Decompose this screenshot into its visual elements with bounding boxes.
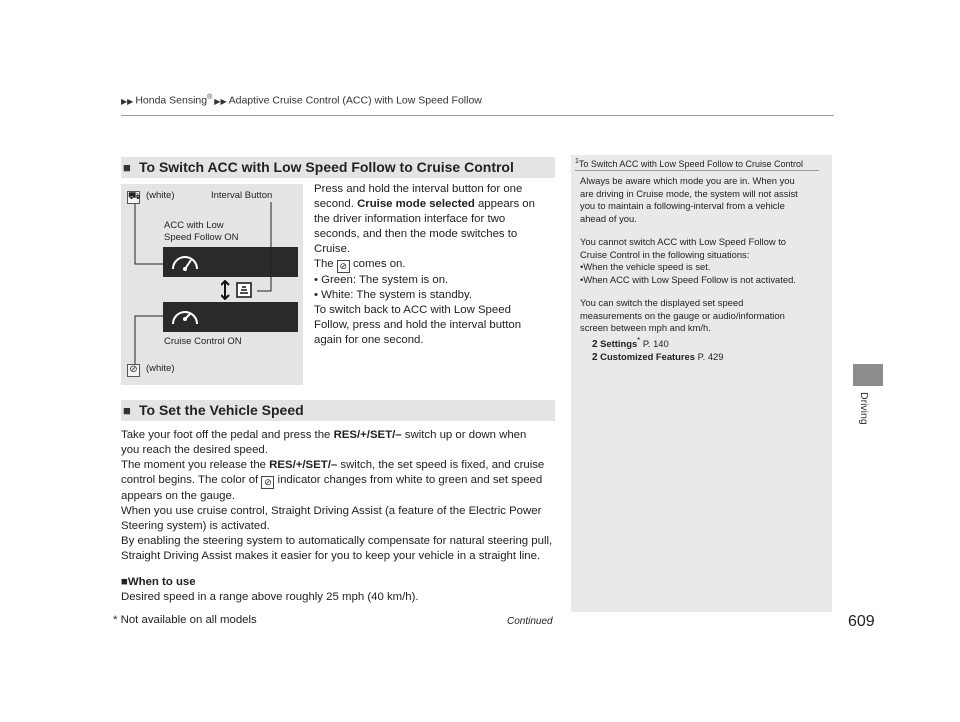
note-line: Always be aware which mode you are in. When you	[580, 175, 795, 186]
note-bullet: •When the vehicle speed is set.	[580, 261, 711, 272]
text: indicator changes from white to green and set speed	[277, 474, 543, 486]
text: To Switch ACC with Low Speed Follow to Cruise Control	[578, 159, 804, 169]
bold-text: Customized Features	[600, 351, 695, 363]
para-line: Press and hold the interval button for one	[314, 183, 523, 195]
text: comes on.	[352, 258, 406, 270]
text: White: The system is standby.	[321, 289, 473, 301]
text: When ACC with Low Speed Follow is not activated.	[583, 273, 796, 285]
cruise-indicator-icon: ⊘	[261, 476, 274, 489]
when-to-use-heading: ■When to use	[121, 576, 196, 588]
header-rule	[121, 115, 834, 116]
figure-label-white-top: (white)	[146, 190, 175, 201]
bold-text: RES/+/SET/–	[333, 429, 402, 441]
figure-label-acc-line2: Speed Follow ON	[164, 232, 239, 243]
reference-arrow-icon: 2	[592, 338, 598, 350]
note-line: Cruise Control in the following situations:	[580, 248, 750, 260]
para-line: you reach the desired speed.	[121, 444, 268, 456]
note-line: you to maintain a following-interval from a vehicle	[580, 200, 785, 211]
page-ref: P. 429	[697, 351, 724, 363]
cruise-indicator-icon: ⊘	[337, 260, 350, 273]
reference-arrow-icon: 2	[592, 352, 598, 364]
para-line: By enabling the steering system to automatically compensate for natural steering pull,	[121, 535, 553, 547]
figure-label-acc-line1: ACC with Low	[164, 220, 224, 231]
note-line: are driving in Cruise mode, the system will not assist	[580, 187, 798, 199]
section-square-icon: ■	[123, 160, 131, 175]
para-line: again for one second.	[314, 334, 424, 346]
spacer	[580, 225, 828, 236]
chapter-label: Driving	[858, 392, 870, 425]
para-line: Straight Driving Assist makes it easier for you to keep your vehicle in a straight line.	[121, 550, 541, 562]
note-line: You cannot switch ACC with Low Speed Follow to	[580, 236, 787, 247]
text: second.	[314, 198, 358, 210]
section-title-text: To Switch ACC with Low Speed Follow to Cruise Control	[139, 159, 514, 175]
text: switch, the set speed is fixed, and cruise	[337, 459, 545, 471]
note-title	[575, 158, 803, 169]
para-line: When you use cruise control, Straight Driving Assist (a feature of the Electric Power	[121, 505, 542, 517]
registered-mark: ®	[207, 94, 213, 101]
text: appears on	[474, 198, 535, 210]
text: Take your foot off the pedal and press the	[121, 429, 334, 441]
arrow-icon: ▶▶	[214, 96, 227, 106]
bold-text: When to use	[127, 576, 196, 588]
note-bullet: •When ACC with Low Speed Follow is not activated.	[580, 273, 796, 285]
comes-on-line	[314, 257, 554, 273]
section-title-switch-acc	[121, 157, 555, 178]
bullet-green: • Green: The system is on.	[314, 274, 449, 286]
figure-label-interval-button: Interval Button	[211, 190, 273, 201]
note-line: measurements on the gauge or audio/information	[580, 309, 785, 321]
figure-acc-switch	[121, 184, 303, 385]
footnote: * Not available on all models	[113, 614, 257, 626]
para-line: appears on the gauge.	[121, 490, 236, 502]
para-line	[121, 428, 561, 443]
cruise-mode-icon: ⊘	[127, 364, 140, 377]
breadcrumb-acc: Adaptive Cruise Control (ACC) with Low Speed Follow	[228, 94, 482, 107]
continued-label: Continued	[507, 616, 553, 627]
section1-body	[314, 182, 554, 348]
section-title-text: To Set the Vehicle Speed	[139, 402, 304, 418]
para-line	[314, 197, 554, 212]
text: When the vehicle speed is set.	[583, 261, 711, 272]
spacer	[121, 564, 561, 575]
para-line: seconds, and then the mode switches to	[314, 228, 518, 240]
note-body	[580, 175, 828, 365]
para-line: the driver information interface for two	[314, 213, 506, 225]
para-line: Steering system) is activated.	[121, 520, 270, 532]
section2-body	[121, 428, 561, 605]
figure-label-cruise-on: Cruise Control ON	[164, 336, 242, 347]
breadcrumb-honda-sensing: Honda Sensing	[135, 94, 208, 107]
note-number: 1	[575, 158, 579, 165]
text: switch up or down when	[401, 429, 527, 441]
bold-text: RES/+/SET/–	[269, 459, 338, 471]
section-square-icon: ■	[123, 403, 131, 418]
para-line: Desired speed in a range above roughly 25 mph (40 km/h).	[121, 591, 419, 603]
para-line	[121, 458, 561, 473]
spacer	[580, 286, 828, 297]
bold-text: Cruise mode selected	[357, 198, 475, 210]
note-line: screen between mph and km/h.	[580, 322, 711, 333]
text: The	[314, 258, 334, 270]
breadcrumb	[121, 94, 482, 107]
bullet-white: • White: The system is standby.	[314, 289, 473, 301]
text: control begins. The color of	[121, 474, 259, 486]
double-arrow-icon: ▶▶	[121, 96, 134, 106]
para-line: Cruise.	[314, 243, 351, 255]
bold-text: Settings	[600, 337, 638, 349]
text: The moment you release the	[121, 459, 270, 471]
note-line: You can switch the displayed set speed	[580, 297, 744, 308]
para-line	[121, 473, 561, 489]
page-number: 609	[848, 613, 875, 630]
star: *	[637, 335, 641, 345]
side-note	[571, 155, 832, 612]
para-line: To switch back to ACC with Low Speed	[314, 304, 511, 316]
chapter-tab[interactable]	[853, 364, 883, 386]
note-rule	[575, 170, 819, 171]
para-line: Follow, press and hold the interval button	[314, 319, 522, 331]
ref-settings[interactable]	[580, 335, 828, 352]
figure-leader-lines	[121, 184, 303, 385]
text: Green: The system is on.	[321, 274, 449, 286]
note-line: ahead of you.	[580, 212, 637, 224]
acc-mode-icon: ⛟	[128, 191, 141, 202]
figure-label-white-bottom: (white)	[146, 363, 175, 374]
page-ref: P. 140	[642, 337, 669, 349]
section-title-set-speed	[121, 400, 555, 421]
ref-customized-features[interactable]	[580, 351, 828, 365]
